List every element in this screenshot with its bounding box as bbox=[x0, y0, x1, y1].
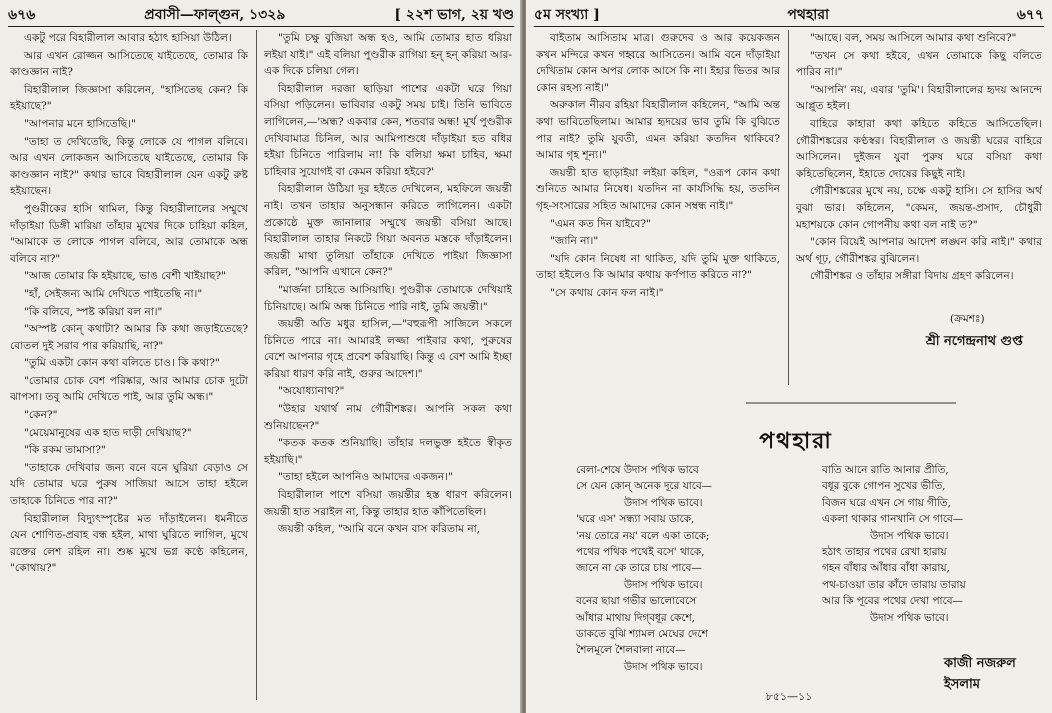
right-column-2 bbox=[796, 30, 1042, 330]
paragraph: "কেন?" bbox=[24, 409, 58, 422]
paragraph: "কতক কতক শুনিয়াছি। তাঁহার দলভুক্ত হইতে স্বীকৃত হইয়াছি।" bbox=[264, 437, 512, 466]
paragraph: "জানি না।" bbox=[550, 235, 599, 248]
paragraph: "আছে। বল, সময় আসিলে আমার কথা শুনিবে?" bbox=[810, 32, 1017, 44]
poem-stanza-right bbox=[822, 462, 1032, 626]
paragraph: "তুমি একটা কোন কথা বলিতে চাও। কি কথা?" bbox=[24, 357, 220, 370]
paragraph: "আজ তোমার কি হইয়াছে, ভাঙ বেশী খাইয়াছ?" bbox=[24, 270, 226, 283]
poem-line: একলা থাকার গানখানি সে গাবে— bbox=[822, 513, 964, 526]
paragraph: "তখন সে কথা হইবে, এখন তোমাকে কিছু বলিতে পারিব না।" bbox=[796, 49, 1042, 79]
paragraph: "হাঁ, সেইজন্য আমি দেখিতে পাইতেছি না।" bbox=[24, 287, 203, 300]
paragraph: "অস্পষ্ট কোন্ কথাটা? আমার কি কথা জড়াইতেছে? বোতল দুই সরাব পার করিয়াছি, না?" bbox=[10, 323, 248, 352]
poem-line: পথের পথিক পথেই বসে' থাকে, bbox=[576, 546, 705, 559]
paragraph: বিহারীলাল জিজ্ঞাসা করিলেন, "হাসিতেছ কেন? কি হইয়াছে?" bbox=[10, 83, 248, 113]
left-volume-label: [ ২২শ ভাগ, ২য় খণ্ড bbox=[394, 7, 514, 23]
paragraph: "এমন কত দিন যাইবে?" bbox=[550, 217, 651, 230]
poem-line: বধূর বুকে গোপন সুখের ভীতি, bbox=[822, 480, 946, 493]
poem-line: উদাস পথিক ভাবে। bbox=[870, 611, 949, 624]
paragraph: "মেয়েমানুষের এক হাত দাড়ী দেখিয়াছ?" bbox=[24, 426, 192, 439]
divider-ornament bbox=[746, 396, 956, 410]
paragraph: "সে কথায় কোন ফল নাই।" bbox=[550, 286, 664, 299]
paragraph: গৌরীশঙ্কর ও তাঁহার সঙ্গীরা বিদায় গ্রহণ করিলেন। bbox=[810, 270, 1014, 283]
poem-line: হঠাৎ তাহার পথের রেখা হারায় bbox=[822, 546, 947, 559]
right-column-1 bbox=[536, 30, 780, 380]
paragraph: জয়ন্তী হাত ছাড়াইয়া লইয়া কহিল, "ওরূপ কোন কথা শুনিতে আমার নিষেধ। যতদিন না কার্যসিদ্ধি হয়, ততদিন গৃহ-সংসারের সহিত আমাদের কোন সম্বন্ধ নাই।" bbox=[536, 166, 780, 212]
poem-line: 'ঘরে এস' সন্ধ্যা সবায় ডাকে, bbox=[576, 513, 695, 526]
paragraph: বিহারীলাল বিদ্যুৎস্পৃষ্টের মত দাঁড়াইলেন। ধমনীতে যেন শোণিত-প্রবাহ বন্ধ হইল, মাথা ঘুরিতে লাগিল, মুখে রক্তের লেশ রহিল না। শুষ্ক মুখে ভগ্ন কণ্ঠে কহিলেন, "কোথায়?" bbox=[10, 512, 248, 575]
right-page-title: পথহারা bbox=[787, 7, 830, 23]
paragraph: "যদি কোন নিষেধ না থাকিত, যদি তুমি মুক্ত থাকিতে, তাহা হইলেও কি আমার কথায় কর্ণপাত করিতে না?" bbox=[536, 252, 780, 282]
poem-line: উদাস পথিক ভাবে। bbox=[624, 496, 703, 509]
paragraph: আর এখন রোজ্জন আসিতেছে যাইতেছে, তোমার কি কাণ্ডজ্ঞান নাই? bbox=[10, 49, 248, 79]
left-column-1 bbox=[10, 30, 248, 706]
poem-line: বনের ছায়া গভীর ভালোবেসে bbox=[576, 595, 697, 608]
paragraph: জয়ন্তী অতি মধুর হাসিল,—"বহুরূপী সাজিলে সকলে চিনিতে পারে না। আমারই লজ্জা পাইবার কথা, পুরুষের বেশে আপনার গৃহে প্রবেশ করিয়াছি। কিন্তু এ বেশ আমি ইচ্ছা করিয়া ধারণ করি নাই, গুরুর আদেশ।" bbox=[264, 318, 512, 380]
poem-title: পথহারা bbox=[759, 428, 833, 454]
left-page-header bbox=[8, 4, 514, 27]
right-page-header bbox=[534, 4, 1044, 27]
paragraph: পুণ্ডরীকের হাসি থামিল, কিন্তু বিহারীলালের সম্মুখে দাঁড়াইয়া ডিঙ্গী মারিয়া তাঁহার মুখের দিকে চাহিয়া কহিল, "আমাকে ত লোকে পাগল বলিবে, আর তোমাকে অন্ধ বলিবে না?" bbox=[10, 202, 248, 265]
poem-line: 'নয় তোরে নয়' বলে একা তাকে; bbox=[576, 529, 710, 542]
left-column-2 bbox=[264, 30, 512, 706]
poem-line: গহন বাঁধার আঁধার বাঁধা কারায়, bbox=[822, 562, 950, 575]
paragraph: বিহারীলাল পাশে বসিয়া জয়ন্তীর হস্ত ধারণ করিলেন। জয়ন্তী হাত সরাইল না, কিন্তু তাহার হাত কাঁপিতেছিল। bbox=[264, 489, 512, 518]
right-page bbox=[526, 0, 1052, 713]
paragraph: "তাহা ত দেখিতেছি, কিন্তু লোকে যে পাগল বলিবে। আর এখন লোকজন আসিতেছে যাইতেছে, তোমার কি কাণ্ডজ্ঞান নাই?" কথার ভাবে বিহারীলাল যেন একটু রুষ্ট হইয়াছেন। bbox=[10, 135, 248, 198]
paragraph: "তাহা হইলে আপনিও আমাদের একজন।" bbox=[278, 471, 453, 484]
paragraph: "উহার যথার্থ নাম গৌরীশঙ্কর। আপনি সকল কথা শুনিয়াছেন?" bbox=[264, 403, 512, 432]
poem-line: আঁধার মাথায় দিগ্‌বধূর কেশে, bbox=[576, 611, 695, 624]
left-page bbox=[0, 0, 522, 713]
poem-line: ডাকতে বুঝি শ্যামল মেঘের দেশে bbox=[576, 628, 708, 641]
paragraph: "আপনি' নয়, এবার 'তুমি'। বিহারীলালের হৃদয় আনন্দে আপ্লুত হইল। bbox=[796, 83, 1042, 113]
paragraph: বিহারীলাল উঠিয়া দূর হইতে দেখিলেন, মহফিলে জয়ন্তী নাই। তখন তাহার অনুসন্ধান করিতে লাগিলেন। একটা প্রকোষ্ঠে মুক্ত জানালার সম্মুখে জয়ন্তী বসিয়া আছে। বিহারীলাল তাহার নিকটে গিয়া অবনত মস্তকে দাঁড়াইলেন। জয়ন্তী মাথা তুলিয়া তাঁহাকে দেখিতে পাইয়া জিজ্ঞাসা করিল, "আপনি এখানে কেন?" bbox=[264, 183, 512, 279]
paragraph: জয়ন্তী কহিল, "আমি বনে কখন বাস করিতাম না, bbox=[278, 523, 481, 536]
paragraph: অরুকাল নীরব রহিয়া বিহারীলাল কহিলেন, "আমি অন্ত কথা ভাবিতেছিলাম। আমার হৃদয়ের ভাব তুমি কি বুঝিতে পার নাই? তুমি যুবতী, এমন করিয়া কতদিন থাকিবে? আমার গৃহ শূন্য।" bbox=[536, 99, 780, 162]
right-issue-label: ৫ম সংখ্যা ] bbox=[534, 7, 600, 23]
poem-line: পথ-চাওয়া তার কাঁদে তারায় তারায় bbox=[822, 578, 966, 591]
poem-line: শৈলমূলে শৈলবালা নাবে— bbox=[576, 644, 686, 657]
paragraph: "মার্জনা চাহিতে আসিয়াছি। পুণ্ডরীক তোমাকে দেখিয়াই চিনিয়াছে। আমি অন্ধ চিনিতে পারি নাই, তুমি জয়ন্তী।" bbox=[264, 283, 512, 313]
continued-label: (ক্রমশঃ) bbox=[950, 313, 985, 325]
poem-line: সে যেন কোন্ অনেক দূরে যাবে— bbox=[576, 480, 713, 493]
poem-stanza-left bbox=[576, 462, 806, 675]
poem-line: উদাস পথিক ভাবে। bbox=[624, 660, 703, 673]
right-page-number: ৬৭৭ bbox=[1016, 7, 1044, 23]
paragraph: "কি রকম তামাসা?" bbox=[24, 444, 106, 457]
poem-author: কাজী নজরুল ইসলাম bbox=[944, 656, 1016, 692]
poem-line: বাতি আনে রাতি আনার প্রীতি, bbox=[822, 464, 949, 476]
poem-line: উদাস পথিক ভাবে। bbox=[624, 578, 703, 591]
paragraph: "অযোধ্যানাথ?" bbox=[278, 385, 345, 398]
paragraph: "কি বলিবে, স্পষ্ট করিয়া বল না।" bbox=[24, 305, 163, 318]
poem-line: বেলা-শেষে উদাস পথিক ভাবে bbox=[576, 464, 699, 476]
paragraph: "তাহাকে দেখিবার জন্য বনে বনে ঘুরিয়া বেড়াও সে যদি তোমার ঘরে পুরুষ সাজিয়া আসে তাহা হইলে তাহাকে চিনিতে পার না?" bbox=[10, 461, 248, 508]
paragraph: একটু পরে বিহারীলাল আবার হঠাৎ হাসিয়া উঠিল। bbox=[24, 32, 232, 44]
paragraph: "তুমি চক্ষু বুজিয়া অন্ধ হও, আমি তোমার হাত ধরিয়া লইয়া যাই।" এই বলিয়া পুণ্ডরীক রাগিয়া হন্ হন্ করিয়া আর-এক দিকে চলিয়া গেল। bbox=[264, 32, 512, 78]
paragraph: "তোমার চোক বেশ পরিষ্কার, আর আমার চোক দুটো ঝাপসা। তবু আমি দেখিতে পাই, আর তুমি অন্ধ।" bbox=[10, 374, 248, 404]
poem-line: উদাস পথিক ভাবে। bbox=[870, 529, 949, 542]
left-page-number: ৬৭৬ bbox=[8, 7, 36, 23]
story-author: শ্রী নগেন্দ্রনাথ গুপ্ত bbox=[926, 334, 1023, 349]
poem-line: বিজন ঘরে এখন সে গায় গীতি, bbox=[822, 496, 951, 509]
paragraph: বাইতাম আসিতাম মাত্র। গুরুদেব ও আর কয়েকজন কখন মন্দিরে কখন গহ্বরে আসিতেন। আমি বনে দাঁড়াইয়া দেখিতাম কোন অপর লোক আসে কি না। ইহার ভিতর আর কোন রহস্য নাই।" bbox=[536, 32, 780, 94]
poem-line: জানে না কে তারে চায় পাবে— bbox=[576, 562, 702, 575]
page-footer: ৮৫১—১১ bbox=[765, 690, 813, 703]
paragraph: "আপনার মনে হাসিতেছি।" bbox=[24, 117, 136, 130]
paragraph: "কোন বিয়েই আপনার আদেশ লঙ্ঘন করি নাই।" কথার অর্থ গূঢ়, গৌরীশঙ্কর বুঝিলেন। bbox=[796, 236, 1042, 265]
paragraph: গৌরীশঙ্করের মুখে নয়, চক্ষে একটু হাসি। সে হাসির অর্থ বুঝা ভার। কহিলেন, "কেমন, জয়ন্ত-প্রসাদ, চৌধুরী মহাশয়কে কোন গোপনীয় কথা বল নাই ত?" bbox=[796, 185, 1042, 231]
column-divider bbox=[256, 30, 257, 700]
left-journal-title: প্রবাসী—ফাল্গুন, ১৩২৯ bbox=[144, 7, 286, 23]
poem-line: আর কি পূবের পথের দেখা পাবে— bbox=[822, 595, 963, 608]
paragraph: বিহারীলাল দরজা ছাড়িয়া পাশের একটা ঘরে গিয়া বসিয়া পড়িলেন। ভাবিবার একটু সময় চাই। তিনি ভাবিতে লাগিলেন,—'অন্ধ? একবার কেন, শতবার অন্ধ! মূর্খ পুণ্ডরীক দেখিবামাত্র চিনিল, আর আমিপাশুধে দাঁড়াইয়া হত বধির হইয়া চিনিতে পারিলাম না! কি বলিয়া ক্ষমা চাহিব, ক্ষমা চাহিবার সুযোগই বা কেমন করিয়া হইবে?' bbox=[264, 82, 512, 178]
paragraph: বাহিরে কাহারা কথা কহিতে কহিতে আসিতেছিল। গৌরীশঙ্করের কণ্ঠস্বর। বিহারীলাল ও জয়ন্তী ঘরের বাহিরে আসিলেন। দুইজন যুবা পুরুষ ঘরে বসিয়া কথা কহিতেছিলেন, ইহাতে দোষের কিছুই নাই। bbox=[796, 117, 1042, 180]
column-divider bbox=[788, 30, 789, 385]
